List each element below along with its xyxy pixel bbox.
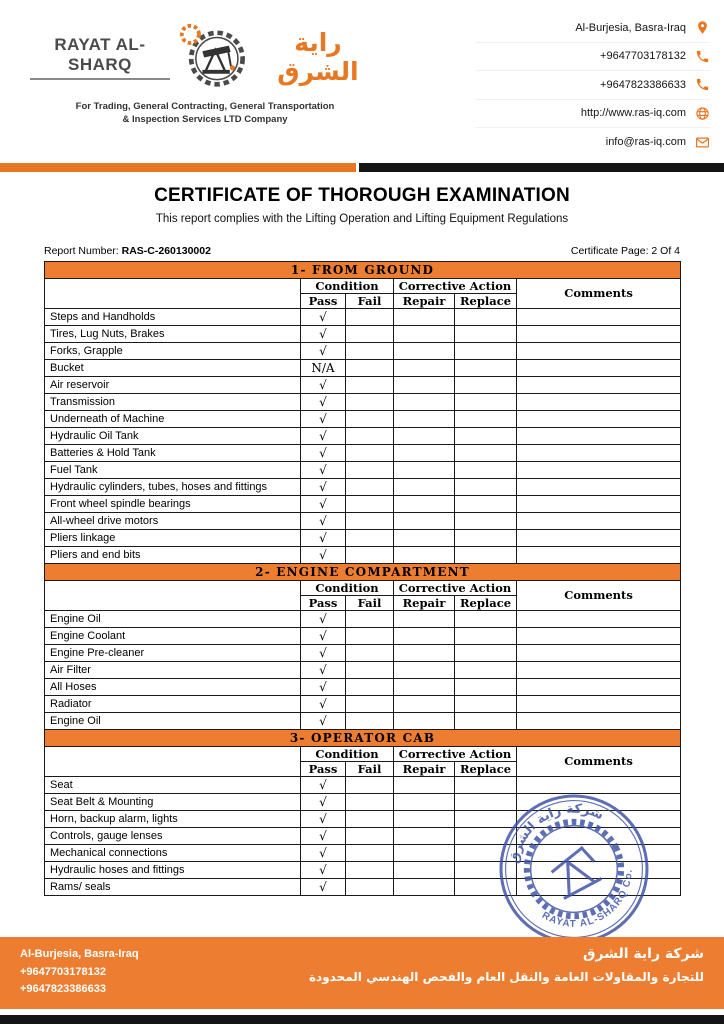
pass-cell: √ [301,644,346,661]
fail-cell [346,308,394,325]
inspection-row [45,627,681,644]
repair-cell [394,695,455,712]
inspection-row [45,427,681,444]
fail-cell [346,359,394,376]
inspection-row [45,661,681,678]
phone-icon [695,49,710,64]
item-name: Bucket [45,359,301,376]
item-name: Fuel Tank [45,461,301,478]
comments-cell [517,627,681,644]
condition-header: Condition [301,746,394,761]
stamp-english-text: RAYAT AL-SHARQ Co. [539,868,635,930]
pass-cell: √ [301,827,346,844]
replace-cell [455,410,517,427]
fail-cell [346,444,394,461]
comments-cell [517,342,681,359]
comments-cell [517,644,681,661]
repair-cell [394,393,455,410]
inspection-row [45,410,681,427]
inspection-row [45,844,681,861]
item-name: Rams/ seals [45,878,301,895]
inspection-table-body [45,261,681,895]
pass-cell: √ [301,308,346,325]
replace-cell [455,678,517,695]
phone-icon [695,77,710,92]
comments-cell [517,695,681,712]
pass-cell: √ [301,627,346,644]
footer [0,937,724,1009]
comments-cell [517,325,681,342]
report-number-label: Report Number: [44,244,119,257]
comments-cell [517,546,681,563]
inspection-row [45,376,681,393]
comments-cell [517,444,681,461]
report-number-value: RAS-C-260130002 [121,244,211,257]
comments-cell [517,810,681,827]
company-tagline [30,100,380,127]
pass-cell: √ [301,376,346,393]
pass-cell: √ [301,512,346,529]
pass-cell: √ [301,325,346,342]
comments-cell [517,393,681,410]
item-column-header [45,746,301,776]
repair-cell [394,861,455,878]
item-name: Air Filter [45,661,301,678]
inspection-row [45,861,681,878]
replace-cell [455,546,517,563]
item-name: Batteries & Hold Tank [45,444,301,461]
inspection-row [45,610,681,627]
pass-cell: √ [301,878,346,895]
item-name: Forks, Grapple [45,342,301,359]
repair-cell [394,342,455,359]
comments-cell [517,359,681,376]
repair-cell [394,712,455,729]
fail-cell [346,827,394,844]
repair-cell [394,827,455,844]
stamp-arabic-text: شركة راية الشرق [506,801,606,865]
replace-cell [455,844,517,861]
condition-header: Condition [301,278,394,293]
pass-cell: √ [301,610,346,627]
item-name: Hydraulic Oil Tank [45,427,301,444]
item-name: Controls, gauge lenses [45,827,301,844]
repair-cell [394,325,455,342]
inspection-row [45,810,681,827]
replace-cell [455,793,517,810]
repair-cell [394,678,455,695]
fail-header: Fail [346,761,394,776]
pass-cell: √ [301,495,346,512]
bottom-black-bar [0,1015,724,1024]
contact-row [475,100,710,129]
contact-text: +9647823386633 [600,78,686,91]
section-header-row [45,563,681,580]
comments-header: Comments [517,746,681,776]
item-name: Hydraulic cylinders, tubes, hoses and fittings [45,478,301,495]
fail-cell [346,712,394,729]
tagline-line-1: For Trading, General Contracting, General Transportation [75,101,335,112]
comments-header: Comments [517,580,681,610]
pass-cell: √ [301,712,346,729]
section-header-row [45,729,681,746]
fail-cell [346,529,394,546]
contact-text: http://www.ras-iq.com [580,107,686,120]
pass-header: Pass [301,595,346,610]
item-name: Engine Pre-cleaner [45,644,301,661]
pass-cell: √ [301,661,346,678]
pass-cell: √ [301,410,346,427]
inspection-row [45,776,681,793]
brand-block [30,12,380,157]
pass-cell: √ [301,546,346,563]
replace-cell [455,461,517,478]
comments-cell [517,529,681,546]
pass-cell: √ [301,427,346,444]
fail-cell [346,393,394,410]
replace-cell [455,529,517,546]
contact-row [475,43,710,72]
fail-cell [346,427,394,444]
replace-cell [455,444,517,461]
pass-cell: √ [301,844,346,861]
inspection-table [44,261,681,896]
repair-cell [394,359,455,376]
repair-cell [394,427,455,444]
footer-contact-block [20,946,139,1009]
header [0,0,724,157]
inspection-row [45,495,681,512]
section-title: 3- OPERATOR CAB [45,729,681,746]
report-number-block [44,245,211,257]
column-group-header-row [45,746,681,761]
pass-cell: √ [301,478,346,495]
comments-cell [517,878,681,895]
repair-cell [394,410,455,427]
fail-cell [346,644,394,661]
section-header-row [45,261,681,278]
pass-cell: √ [301,529,346,546]
item-column-header [45,278,301,308]
contact-row [475,14,710,43]
column-group-header-row [45,580,681,595]
repair-cell [394,610,455,627]
section-title: 1- FROM GROUND [45,261,681,278]
inspection-row [45,359,681,376]
page-title: CERTIFICATE OF THOROUGH EXAMINATION [154,184,570,206]
item-name: Radiator [45,695,301,712]
fail-cell [346,546,394,563]
company-logo-icon [174,18,252,96]
item-name: Underneath of Machine [45,410,301,427]
fail-cell [346,495,394,512]
item-name: Hydraulic hoses and fittings [45,861,301,878]
item-name: Transmission [45,393,301,410]
item-name: Seat Belt & Mounting [45,793,301,810]
footer-arabic-block [309,946,704,1009]
company-name-ar: راية الشرق [277,28,359,86]
corrective-action-header: Corrective Action [394,278,517,293]
pass-cell: √ [301,461,346,478]
replace-cell [455,695,517,712]
inspection-row [45,878,681,895]
fail-cell [346,678,394,695]
replace-header: Replace [455,293,517,308]
inspection-row [45,827,681,844]
section-title: 2- ENGINE COMPARTMENT [45,563,681,580]
item-name: Air reservoir [45,376,301,393]
footer-arabic-description: للتجارة والمقاولات العامة والنقل العام والفحص الهندسي المحدودة [308,970,704,984]
divider-orange-segment [0,163,356,172]
repair-cell [394,627,455,644]
pass-cell: √ [301,776,346,793]
fail-cell [346,776,394,793]
repair-cell [394,495,455,512]
fail-cell [346,376,394,393]
fail-header: Fail [346,595,394,610]
globe-icon [695,106,710,121]
item-name: Pliers and end bits [45,546,301,563]
replace-header: Replace [455,595,517,610]
contact-row [475,128,710,157]
comments-cell [517,661,681,678]
contact-list [475,12,710,157]
contact-text: +9647703178132 [600,50,686,63]
email-icon [695,135,710,150]
repair-cell [394,444,455,461]
replace-cell [455,610,517,627]
inspection-row [45,793,681,810]
company-name-en: RAYAT AL-SHARQ [30,35,170,80]
item-name: Pliers linkage [45,529,301,546]
comments-cell [517,410,681,427]
logo [30,18,380,96]
location-icon [695,20,710,35]
comments-cell [517,844,681,861]
item-column-header [45,580,301,610]
repair-header: Repair [394,595,455,610]
report-meta-row [44,245,680,257]
replace-cell [455,644,517,661]
repair-cell [394,529,455,546]
inspection-row [45,342,681,359]
fail-cell [346,325,394,342]
item-name: All-wheel drive motors [45,512,301,529]
replace-cell [455,359,517,376]
contact-text: Al-Burjesia, Basra-Iraq [575,21,686,34]
fail-cell [346,478,394,495]
fail-cell [346,861,394,878]
comments-cell [517,478,681,495]
comments-cell [517,376,681,393]
repair-cell [394,878,455,895]
replace-cell [455,878,517,895]
corrective-action-header: Corrective Action [394,580,517,595]
comments-cell [517,793,681,810]
page-subtitle: This report complies with the Lifting Operation and Lifting Equipment Regulations [155,212,569,225]
footer-contact-line: +9647823386633 [20,983,106,996]
repair-cell [394,512,455,529]
replace-cell [455,495,517,512]
replace-cell [455,776,517,793]
fail-cell [346,342,394,359]
replace-cell [455,376,517,393]
footer-arabic-company-name: شركة راية الشرق [583,946,704,962]
footer-contact-line: +9647703178132 [20,965,106,978]
repair-cell [394,844,455,861]
repair-cell [394,546,455,563]
repair-cell [394,644,455,661]
corrective-action-header: Corrective Action [394,746,517,761]
pass-cell: √ [301,678,346,695]
fail-cell [346,410,394,427]
repair-cell [394,478,455,495]
comments-cell [517,827,681,844]
pass-cell: √ [301,342,346,359]
repair-cell [394,308,455,325]
comments-cell [517,308,681,325]
item-name: Steps and Handholds [45,308,301,325]
fail-cell [346,878,394,895]
repair-cell [394,776,455,793]
item-name: All Hoses [45,678,301,695]
header-divider [0,163,724,172]
pass-cell: √ [301,861,346,878]
divider-black-segment [359,163,724,172]
fail-cell [346,810,394,827]
replace-cell [455,810,517,827]
comments-cell [517,427,681,444]
pass-header: Pass [301,761,346,776]
comments-cell [517,512,681,529]
replace-header: Replace [455,761,517,776]
repair-cell [394,810,455,827]
inspection-row [45,512,681,529]
pass-cell: √ [301,444,346,461]
fail-cell [346,610,394,627]
replace-cell [455,661,517,678]
comments-cell [517,461,681,478]
inspection-row [45,308,681,325]
item-name: Tires, Lug Nuts, Brakes [45,325,301,342]
replace-cell [455,393,517,410]
replace-cell [455,478,517,495]
fail-cell [346,695,394,712]
replace-cell [455,712,517,729]
footer-contact-line: Al-Burjesia, Basra-Iraq [20,948,139,960]
replace-cell [455,308,517,325]
item-name: Mechanical connections [45,844,301,861]
inspection-row [45,678,681,695]
repair-header: Repair [394,293,455,308]
fail-cell [346,793,394,810]
inspection-row [45,644,681,661]
item-name: Engine Coolant [45,627,301,644]
replace-cell [455,861,517,878]
replace-cell [455,627,517,644]
replace-cell [455,427,517,444]
item-name: Horn, backup alarm, lights [45,810,301,827]
tagline-line-2: & Inspection Services LTD Company [122,114,288,126]
condition-header: Condition [301,580,394,595]
pass-cell: √ [301,393,346,410]
repair-cell [394,461,455,478]
inspection-row [45,478,681,495]
comments-cell [517,861,681,878]
contact-row [475,71,710,100]
pass-header: Pass [301,293,346,308]
repair-cell [394,793,455,810]
replace-cell [455,342,517,359]
fail-cell [346,844,394,861]
fail-cell [346,661,394,678]
comments-header: Comments [517,278,681,308]
inspection-row [45,461,681,478]
comments-cell [517,610,681,627]
comments-cell [517,678,681,695]
inspection-row [45,529,681,546]
inspection-row [45,393,681,410]
contact-text: info@ras-iq.com [605,136,686,149]
comments-cell [517,495,681,512]
replace-cell [455,512,517,529]
item-name: Engine Oil [45,610,301,627]
repair-cell [394,661,455,678]
replace-cell [455,325,517,342]
repair-header: Repair [394,761,455,776]
item-name: Seat [45,776,301,793]
inspection-row [45,444,681,461]
inspection-row [45,546,681,563]
fail-cell [346,461,394,478]
item-name: Front wheel spindle bearings [45,495,301,512]
comments-cell [517,712,681,729]
fail-cell [346,627,394,644]
pass-cell: √ [301,810,346,827]
item-name: Engine Oil [45,712,301,729]
fail-cell [346,512,394,529]
fail-header: Fail [346,293,394,308]
pass-cell: √ [301,793,346,810]
certificate-page-info: Certificate Page: 2 Of 4 [570,244,680,257]
column-group-header-row [45,278,681,293]
pass-cell: N/A [301,359,346,376]
repair-cell [394,376,455,393]
inspection-row [45,695,681,712]
inspection-row [45,712,681,729]
pass-cell: √ [301,695,346,712]
replace-cell [455,827,517,844]
inspection-row [45,325,681,342]
comments-cell [517,776,681,793]
